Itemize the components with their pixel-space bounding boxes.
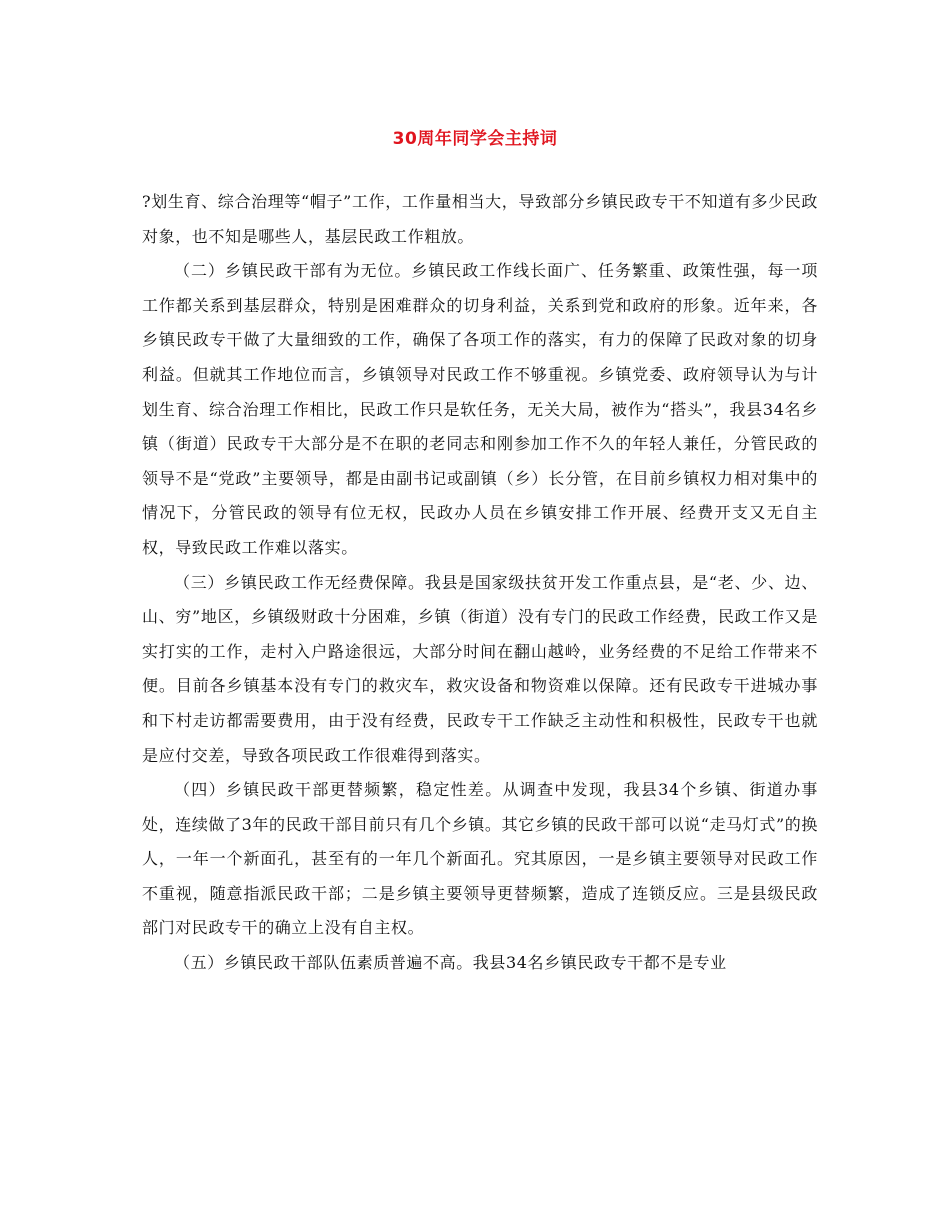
document-title: 30周年同学会主持词 [392, 129, 558, 149]
paragraph-section-3: （三）乡镇民政工作无经费保障。我县是国家级扶贫开发工作重点县，是“老、少、边、山、穷”地区，乡镇级财政十分困难，乡镇（街道）没有专门的民政工作经费，民政工作又是实打实的工作，走村入户路途很远，大部分时间在翻山越岭，业务经费的不足给工作带来不便。目前各乡镇基本没有专门的救灾车，救灾设备和物资难以保障。还有民政专干进城办事和下村走访都需要费用，由于没有经费，民政专干工作缺乏主动性和积极性，民政专干也就是应付交差，导致各项民政工作很难得到落实。 [142, 572, 818, 765]
document-body [142, 185, 818, 981]
paragraph-section-4: （四）乡镇民政干部更替频繁，稳定性差。从调查中发现，我县34个乡镇、街道办事处，连续做了3年的民政干部目前只有几个乡镇。其它乡镇的民政干部可以说“走马灯式”的换人，一年一个新面孔，甚至有的一年几个新面孔。究其原因，一是乡镇主要领导对民政工作不重视，随意指派民政干部；二是乡镇主要领导更替频繁，造成了连锁反应。三是县级民政部门对民政专干的确立上没有自主权。 [142, 780, 818, 938]
paragraph-section-2: （二）乡镇民政干部有为无位。乡镇民政工作线长面广、任务繁重、政策性强，每一项工作都关系到基层群众，特别是困难群众的切身利益，关系到党和政府的形象。近年来，各乡镇民政专干做了大量细致的工作，确保了各项工作的落实，有力的保障了民政对象的切身利益。但就其工作地位而言，乡镇领导对民政工作不够重视。乡镇党委、政府领导认为与计划生育、综合治理工作相比，民政工作只是软任务，无关大局，被作为“搭头”，我县34名乡镇（街道）民政专干大部分是不在职的老同志和刚参加工作不久的年轻人兼任，分管民政的领导不是“党政”主要领导，都是由副书记或副镇（乡）长分管，在目前乡镇权力相对集中的情况下，分管民政的领导有位无权，民政办人员在乡镇安排工作开展、经费开支又无自主权，导致民政工作难以落实。 [142, 261, 818, 557]
paragraph-continuation: ?划生育、综合治理等“帽子”工作，工作量相当大，导致部分乡镇民政专干不知道有多少民政对象，也不知是哪些人，基层民政工作粗放。 [142, 192, 818, 246]
paragraph-section-5: （五）乡镇民政干部队伍素质普遍不高。我县34名乡镇民政专干都不是专业 [174, 953, 727, 973]
